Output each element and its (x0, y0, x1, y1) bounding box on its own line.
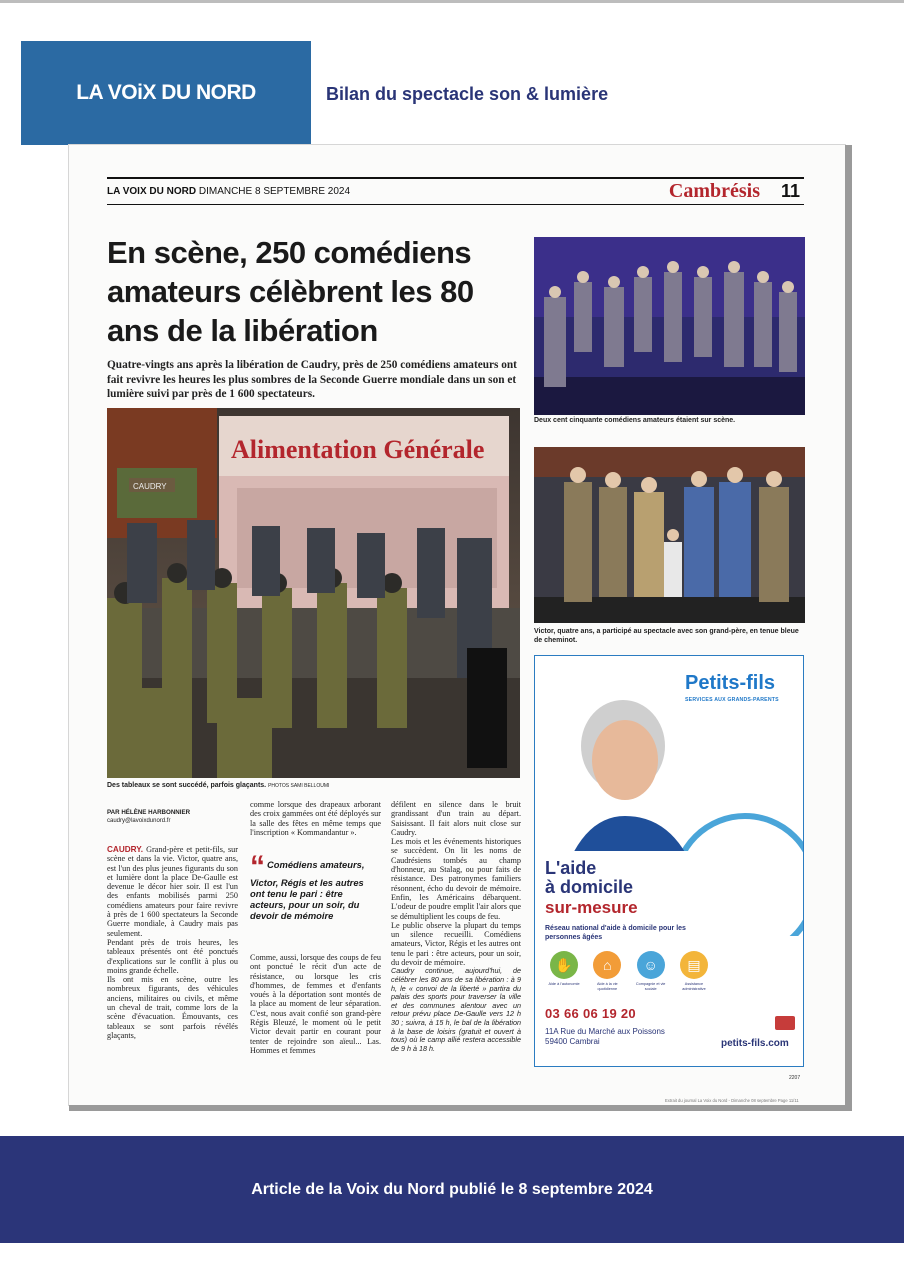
article-kicker: CAUDRY. (107, 845, 144, 854)
ad-service-administrative (675, 951, 713, 991)
column-1-paragraph-1: Grand-père et petit-fils, sur scène et dans la vie. Victor, quatre ans, est l'un des plus jeunes figurants du son et lumière dont la place De-Gaulle est devenue le décor hier soir. Il est l'un des enfants mobilisés parmi 250 comédiens amateurs pour faire revivre à près de 1 600 spectateurs la Seconde Guerre mondiale, à Caudry mais pas seulement. (107, 845, 238, 938)
stage-photo-2-scene (534, 447, 805, 623)
ad-service-vie-quotidienne (588, 951, 626, 991)
footer-text: Article de la Voix du Nord publié le 8 septembre 2024 (251, 1180, 653, 1198)
ad-tagline: SERVICES AUX GRANDS-PARENTS (685, 697, 779, 703)
brand-logo-box (21, 41, 311, 145)
masthead-date: DIMANCHE 8 SEPTEMBRE 2024 (198, 186, 351, 197)
newspaper-masthead (107, 177, 804, 205)
main-photo-credit: PHOTOS SAMI BELLOUMI (268, 783, 330, 789)
hand-icon: ✋ (550, 951, 578, 979)
stage-photo-1-scene (534, 237, 805, 415)
ad-service-autonomie (545, 951, 583, 991)
stage-photo-1-caption: Deux cent cinquante comédiens amateurs étaient sur scène. (534, 417, 736, 424)
footer-banner (0, 1136, 904, 1243)
page-title: Bilan du spectacle son & lumière (326, 84, 609, 104)
ad-service-label: Assistance administrative (682, 982, 706, 991)
column-3-paragraph-2: Les mois et les événements historiques se succèdent. On lit les noms de Caudrésiens tombés au champ d'honneur, au Stalag, ou pour faits de résistance. Des patronymes familiers résonnent, écho du devoir de mémoire. Enfin, les Américains débarquent. L'odeur de poudre emplit l'air alors que se démultiplient les coups de feu. (391, 837, 521, 921)
ad-badge (775, 1016, 795, 1030)
advertisement (534, 655, 804, 1067)
brand-logo: LA VOiX DU NORD (76, 81, 256, 104)
ad-panel (535, 851, 719, 1067)
byline-author: PAR HÉLÈNE HARBONNIER (107, 809, 191, 816)
ad-logo: Petits-fils (685, 672, 776, 694)
ad-address-line-2: 59400 Cambrai (545, 1037, 600, 1046)
byline (107, 809, 190, 825)
source-line: Extrait du journal La Voix du Nord - Dimanche 08 septembre Page 11/11 (665, 1098, 799, 1103)
ad-headline (545, 859, 633, 897)
main-photo-caption (107, 782, 329, 789)
article-column-2-bottom (250, 953, 381, 1055)
ad-address (545, 1027, 665, 1047)
article-lead: Quatre-vingts ans après la libération de Caudry, près de 250 comédiens amateurs ont fait revivre les heures les plus sombres de la Seconde Guerre mondiale dans un son et lumière suivi par près de 1 600 spectateurs. (107, 359, 517, 400)
page-shadow-bottom (69, 1105, 852, 1111)
column-3-paragraph-1: défilent en silence dans le bruit grandissant d'un train au départ. Saisissant. Il fait alors nuit close sur Caudry. (391, 800, 521, 837)
main-photo-caption-text: Des tableaux se sont succédé, parfois glaçants. (107, 782, 267, 789)
stage-photo-2 (534, 447, 805, 623)
column-3-paragraph-3: Le public observe la plupart du temps un silence recueilli. Comédiens amateurs, Victor, Régis et les autres ont tenu le pari : être acteurs, pour un soir, du devoir de mémoire. (391, 920, 521, 968)
ad-address-line-1: 11A Rue du Marché aux Poissons (545, 1027, 665, 1036)
ad-phone: 03 66 06 19 20 (545, 1006, 636, 1021)
column-2-paragraph-1: comme lorsque des drapeaux arborant des croix gammées ont été déployés sur la salle des fêtes en même temps que l'inscription « Kommandantur ». (250, 800, 381, 837)
column-3-paragraph-4: Caudry continue, aujourd'hui, de célébrer les 80 ans de sa libération : à 9 h, le « convoi de la liberté » partira du palais des sports pour traverser la ville et des communes alentour avec un retour prévu place De-Gaulle vers 12 h 30 ; suivra, à 15 h, le bal de la libération à la base de loisirs (gratuit et ouvert à tous) où le camp allié restera accessible de 9 h à 18 h. (391, 966, 521, 1053)
masthead-paper-name: LA VOIX DU NORD (107, 186, 197, 197)
document-icon: ▤ (680, 951, 708, 979)
newspaper-page (69, 145, 845, 1105)
stage-photo-1 (534, 237, 805, 415)
byline-email: caudry@lavoixdunord.fr (107, 818, 171, 824)
ad-service-label: Aide à l'autonomie (548, 982, 580, 986)
shop-sign-small: CAUDRY (133, 482, 167, 491)
ad-service-label: Compagnie et vie sociale (635, 982, 666, 991)
shop-sign: Alimentation Générale (231, 435, 485, 464)
home-icon: ⌂ (593, 951, 621, 979)
main-photo (107, 408, 520, 778)
article-column-2-top (250, 800, 381, 837)
ad-service-compagnie (632, 951, 670, 991)
ad-headline-accent: sur-mesure (545, 898, 638, 917)
pull-quote-text: Comédiens amateurs, Victor, Régis et les autres ont tenu le pari : être acteurs, pour un soir, du devoir de mémoire (250, 859, 365, 921)
column-2-paragraph-2: Comme, aussi, lorsque des coups de feu ont ponctué le récit d'un acte de résistance, ou lorsque les cris d'hommes, de femmes et d'enfants voués à la déportation sont montés de la place au moment de leur séparation. C'est, nous avait confié son grand-père Régis Bleuzé, le moment où le petit Victor devait partir en courant pour tenter de rejoindre son aïeul... Las. Hommes et femmes (250, 953, 381, 1055)
masthead-section: Cambrésis (668, 180, 760, 202)
article-column-1 (107, 845, 238, 1040)
ad-headline-line-2: à domicile (545, 877, 634, 897)
ad-service-label: Aide à la vie quotidienne (596, 982, 618, 991)
pull-quote (250, 850, 370, 921)
ad-headline-line-1: L'aide (545, 858, 597, 878)
page-code: 2207 (789, 1075, 801, 1081)
masthead-left (107, 186, 350, 197)
masthead-page-number: 11 (780, 181, 800, 201)
ad-subtitle: Réseau national d'aide à domicile pour les personnes âgées (545, 925, 686, 941)
ad-url: petits-fils.com (721, 1038, 789, 1049)
top-rule (0, 0, 904, 3)
article-column-3 (391, 800, 521, 1053)
stage-photo-2-caption: Victor, quatre ans, a participé au spectacle avec son grand-père, en tenue bleue de cheminot. (534, 628, 799, 644)
column-1-paragraph-2: Pendant près de trois heures, les tableaux présentés ont été ponctués d'explications sur le conflit à plus ou moins grande échelle. (107, 937, 238, 975)
ad-services (545, 951, 713, 991)
quote-mark-icon: “ (250, 850, 265, 883)
page-shadow-right (845, 145, 852, 1105)
main-photo-scene (107, 408, 520, 778)
people-icon: ☺ (637, 951, 665, 979)
article-headline: En scène, 250 comédiens amateurs célèbrent les 80 ans de la libération (107, 235, 474, 348)
column-1-paragraph-3: Ils ont mis en scène, outre les nombreux figurants, des véhicules anciens, militaires ou civils, et même un cheval de trait, comme lors de la scène d'évacuation. Émouvants, ces tableaux se sont parfois révélés glaçants, (107, 975, 238, 1040)
